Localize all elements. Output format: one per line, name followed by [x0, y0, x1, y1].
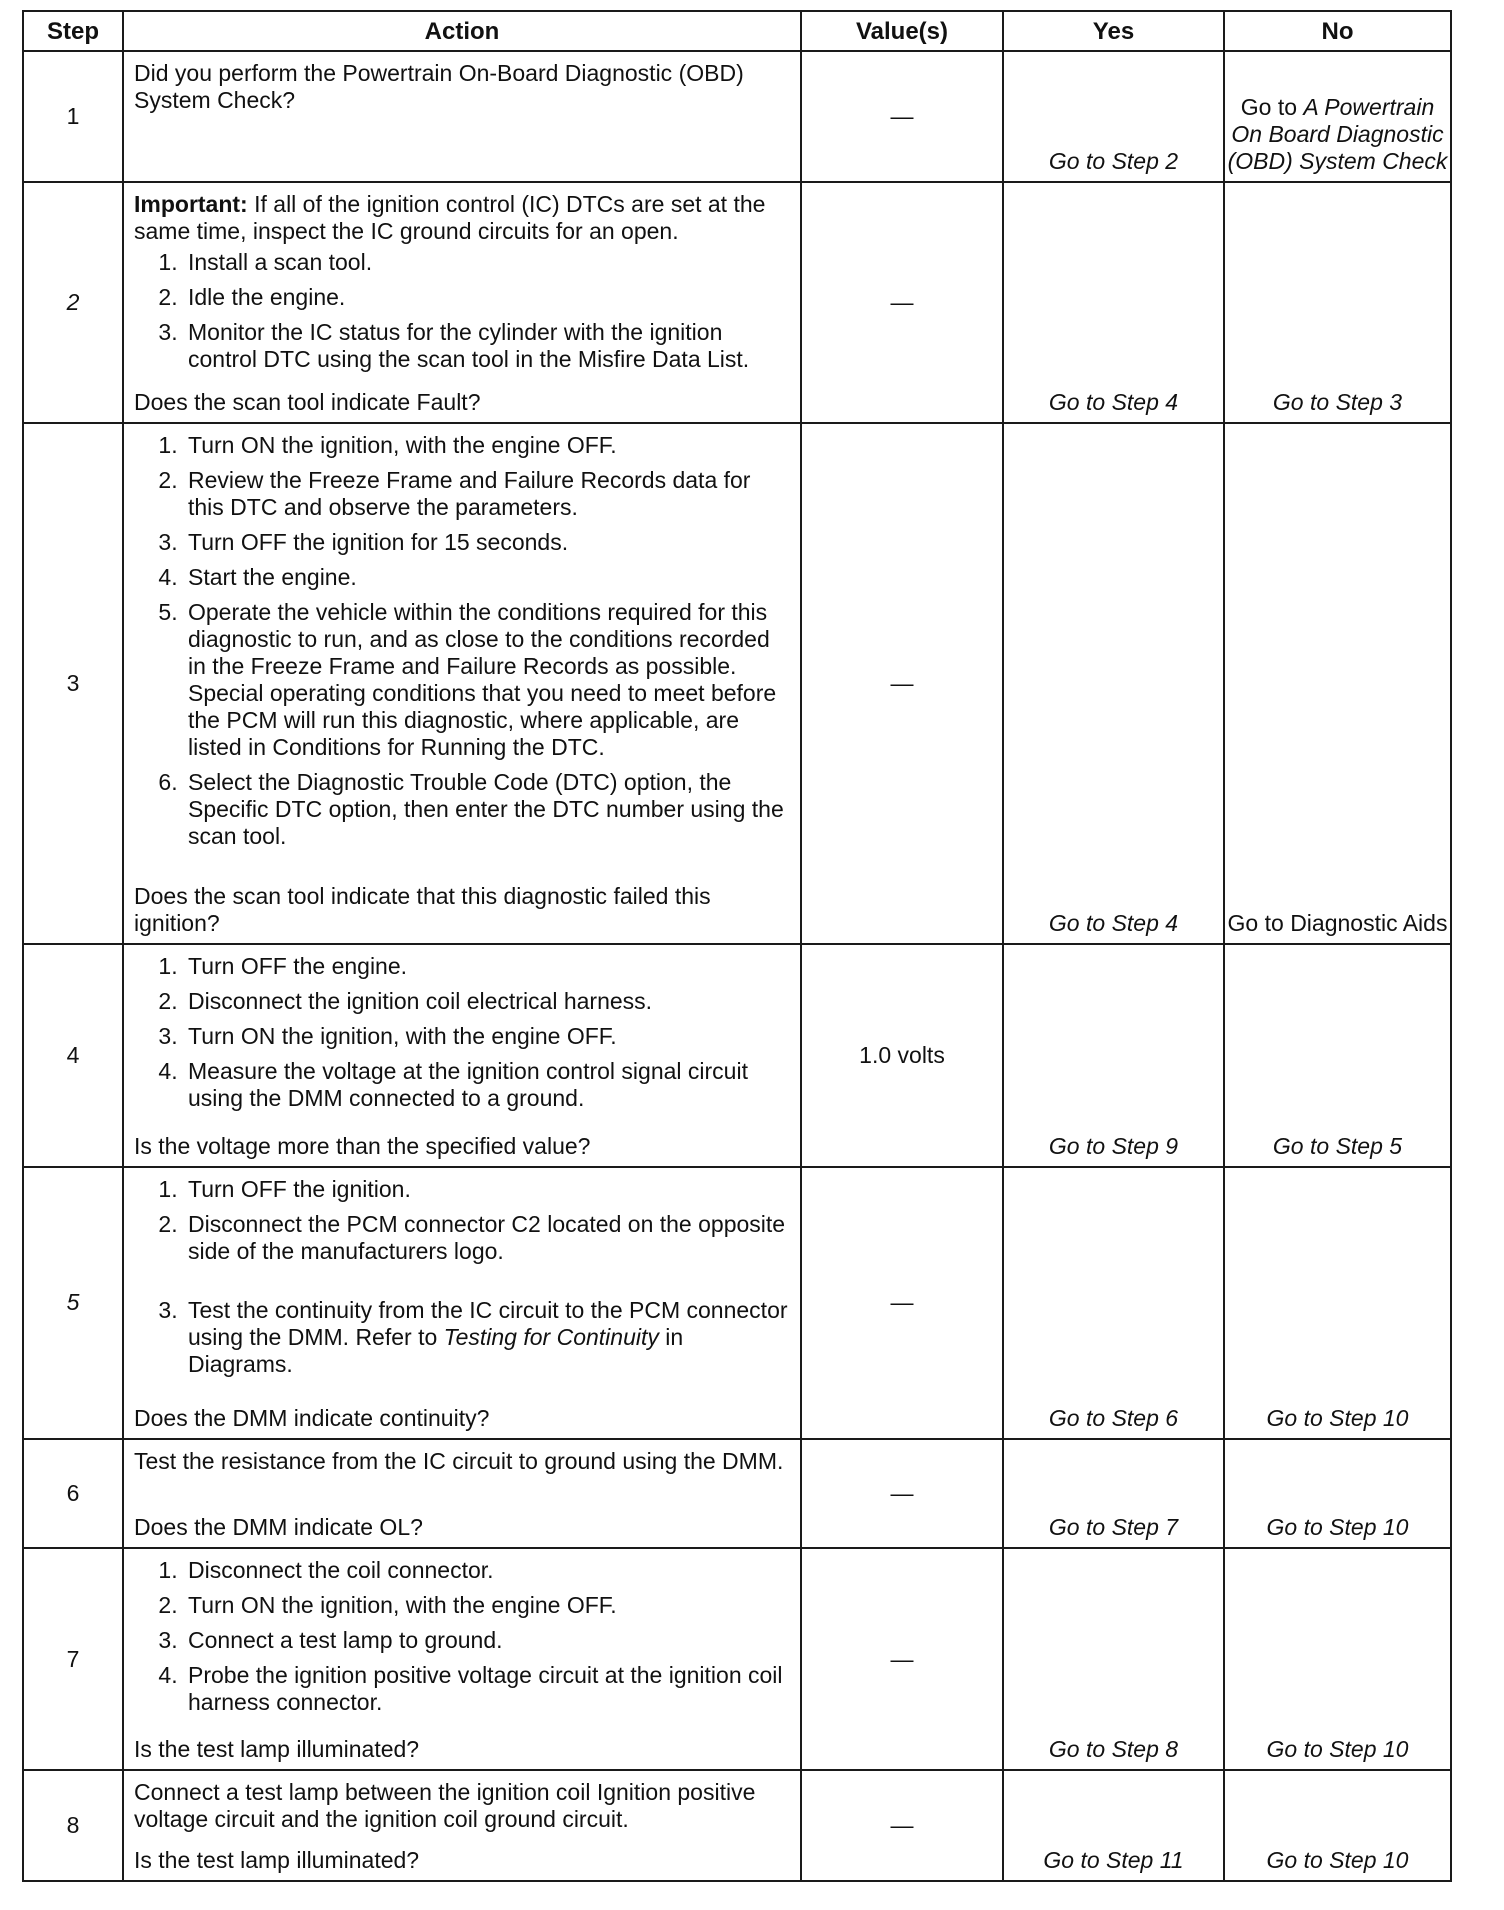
step-number: 4	[23, 944, 123, 1167]
list-item: 6. Select the Diagnostic Trouble Code (DTC) option, the Specific DTC option, then enter the DTC number using the scan tool.	[184, 769, 790, 850]
table-row	[23, 1548, 1451, 1770]
action-cell	[123, 51, 801, 182]
header-action: Action	[123, 11, 801, 51]
list-item: 3. Turn ON the ignition, with the engine OFF.	[184, 1023, 790, 1050]
yes-cell: Go to Step 4	[1003, 182, 1224, 424]
list-item: 4. Measure the voltage at the ignition control signal circuit using the DMM connected to a ground.	[184, 1058, 790, 1112]
yes-cell: Go to Step 11	[1003, 1770, 1224, 1881]
step-list	[134, 1176, 790, 1265]
header-row	[23, 11, 1451, 51]
action-cell	[123, 182, 801, 424]
list-item: 3. Connect a test lamp to ground.	[184, 1627, 790, 1654]
list-item: 3. Monitor the IC status for the cylinder with the ignition control DTC using the scan tool in the Misfire Data List.	[184, 319, 790, 373]
value-cell: —	[801, 1548, 1003, 1770]
step-number: 2	[23, 182, 123, 424]
list-item: 2. Disconnect the ignition coil electrical harness.	[184, 988, 790, 1015]
list-item: 2. Turn ON the ignition, with the engine OFF.	[184, 1592, 790, 1619]
action-cell	[123, 1167, 801, 1439]
yes-cell: Go to Step 8	[1003, 1548, 1224, 1770]
list-item: 4. Probe the ignition positive voltage circuit at the ignition coil harness connector.	[184, 1662, 790, 1716]
step3-reference: Testing for Continuity	[443, 1323, 659, 1350]
list-item: 1. Turn OFF the ignition.	[184, 1176, 790, 1203]
yes-cell: Go to Step 7	[1003, 1439, 1224, 1549]
list-item	[184, 1297, 790, 1378]
question-text: Does the DMM indicate continuity?	[134, 1404, 490, 1431]
action-cell	[123, 1548, 801, 1770]
action-cell	[123, 423, 801, 944]
table-row	[23, 1770, 1451, 1881]
step-number: 3	[23, 423, 123, 944]
table-row	[23, 1439, 1451, 1549]
header-step: Step	[23, 11, 123, 51]
step-list-continued	[134, 1297, 790, 1378]
step3-text: Test the continuity from the IC circuit to the PCM connector using the DMM. Refer to	[188, 1296, 788, 1350]
list-item: 1. Install a scan tool.	[184, 249, 790, 276]
question-text: Does the DMM indicate OL?	[134, 1514, 423, 1541]
diagnostic-table-sheet	[22, 10, 1450, 1882]
value-cell: 1.0 volts	[801, 944, 1003, 1167]
yes-cell: Go to Step 4	[1003, 423, 1224, 944]
value-cell: —	[801, 1167, 1003, 1439]
step3-suffix: in Diagrams.	[188, 1323, 684, 1377]
step-list	[134, 249, 790, 373]
action-text: Did you perform the Powertrain On-Board Diagnostic (OBD) System Check?	[134, 60, 744, 113]
table-row	[23, 51, 1451, 182]
list-item: 1. Turn ON the ignition, with the engine OFF.	[184, 432, 790, 459]
step-number: 6	[23, 1439, 123, 1549]
action-cell	[123, 944, 801, 1167]
no-cell: Go to Step 10	[1224, 1548, 1451, 1770]
table-row	[23, 1167, 1451, 1439]
table-row	[23, 423, 1451, 944]
question-text: Is the voltage more than the specified value?	[134, 1132, 591, 1159]
list-item: 2. Idle the engine.	[184, 284, 790, 311]
header-no: No	[1224, 11, 1451, 51]
no-cell: Go to Step 10	[1224, 1167, 1451, 1439]
step-number: 8	[23, 1770, 123, 1881]
important-note	[134, 191, 790, 245]
value-cell: —	[801, 1770, 1003, 1881]
no-cell: Go to Step 5	[1224, 944, 1451, 1167]
table-row	[23, 182, 1451, 424]
question-text: Is the test lamp illuminated?	[134, 1847, 420, 1873]
header-value: Value(s)	[801, 11, 1003, 51]
no-cell: Go to Step 3	[1224, 182, 1451, 424]
diagnostic-table	[22, 10, 1452, 1882]
yes-cell: Go to Step 9	[1003, 944, 1224, 1167]
value-cell: —	[801, 1439, 1003, 1549]
important-label: Important:	[134, 190, 248, 217]
table-row	[23, 944, 1451, 1167]
question-text: Is the test lamp illuminated?	[134, 1736, 420, 1763]
list-item: 3. Turn OFF the ignition for 15 seconds.	[184, 529, 790, 556]
list-item: 2. Review the Freeze Frame and Failure Records data for this DTC and observe the parameters.	[184, 467, 790, 521]
step-number: 5	[23, 1167, 123, 1439]
header-yes: Yes	[1003, 11, 1224, 51]
list-item: 1. Turn OFF the engine.	[184, 953, 790, 980]
no-cell: Go to Diagnostic Aids	[1224, 423, 1451, 944]
yes-cell: Go to Step 6	[1003, 1167, 1224, 1439]
action-cell	[123, 1439, 801, 1549]
no-cell: Go to Step 10	[1224, 1770, 1451, 1881]
question-text: Does the scan tool indicate Fault?	[134, 389, 481, 416]
no-reference: A Powertrain On Board Diagnostic (OBD) System Check	[1227, 93, 1448, 174]
value-cell: —	[801, 423, 1003, 944]
action-text: Test the resistance from the IC circuit to ground using the DMM.	[134, 1447, 784, 1474]
important-text: If all of the ignition control (IC) DTCs are set at the same time, inspect the IC ground circuits for an open.	[134, 190, 766, 244]
value-cell: —	[801, 51, 1003, 182]
list-item: 4. Start the engine.	[184, 564, 790, 591]
step-list	[134, 432, 790, 854]
value-cell: —	[801, 182, 1003, 424]
action-text: Connect a test lamp between the ignition coil Ignition positive voltage circuit and the ignition coil ground circuit.	[134, 1779, 756, 1833]
step-number: 7	[23, 1548, 123, 1770]
step-number: 1	[23, 51, 123, 182]
step-list	[134, 1557, 790, 1720]
list-item: 2. Disconnect the PCM connector C2 located on the opposite side of the manufacturers logo.	[184, 1211, 790, 1265]
no-prefix: Go to	[1240, 93, 1304, 120]
step-list	[134, 953, 790, 1116]
yes-cell: Go to Step 2	[1003, 51, 1224, 182]
question-text: Does the scan tool indicate that this diagnostic failed this ignition?	[134, 883, 711, 937]
list-item: 1. Disconnect the coil connector.	[184, 1557, 790, 1584]
list-item: 5. Operate the vehicle within the conditions required for this diagnostic to run, and as close to the conditions recorded in the Freeze Frame and Failure Records as possible. Special operating conditions that you need to meet before the PCM will run this diagnostic, where applicable, are listed in Conditions for Running the DTC.	[184, 599, 790, 761]
no-cell: Go to Step 10	[1224, 1439, 1451, 1549]
action-cell	[123, 1770, 801, 1881]
no-cell	[1224, 51, 1451, 182]
